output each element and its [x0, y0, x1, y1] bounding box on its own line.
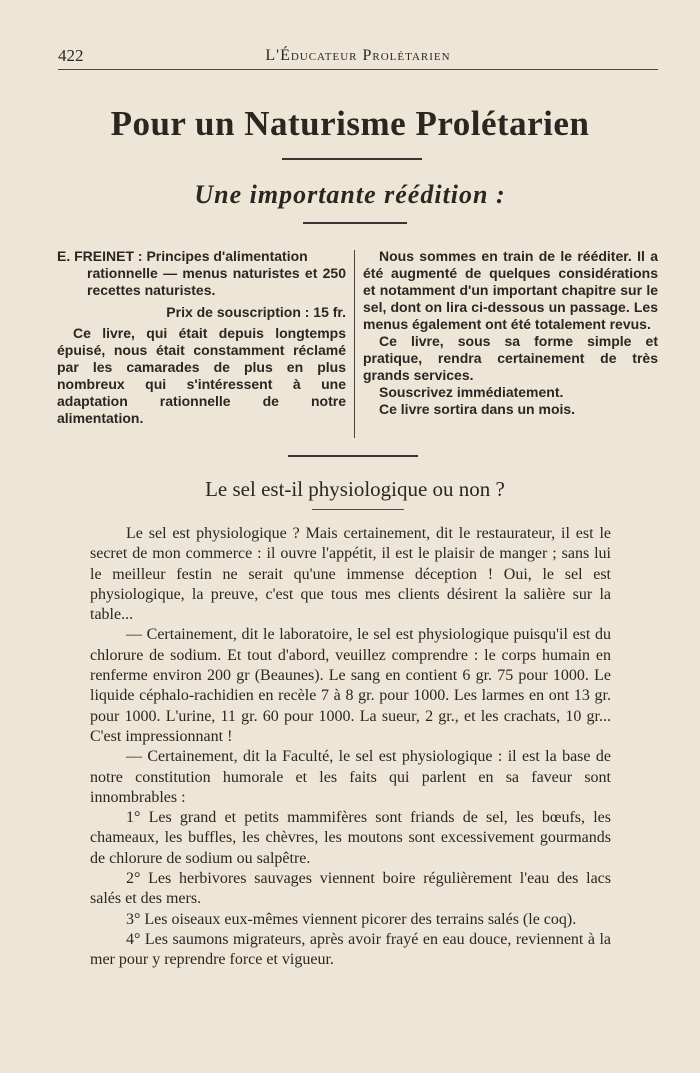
reedition-paragraph: Nous sommes en train de le rééditer. Il a été augmenté de quelques considérations et notamment d'un important chapitre sur le sel, dont on lira ci-dessous un passage. Les menus également ont été totalement revus. [363, 248, 658, 332]
body-paragraph: Le sel est physiologique ? Mais certainement, dit le restaurateur, il est le secret de mon commerce : il ouvre l'appétit, il est le plaisir de manger ; sans lui le meilleur festin ne serait qu'une immense déception ! Oui, le sel est physiologique, la preuve, c'est que tous mes clients désirent la salière sur la table... [90, 525, 611, 624]
page-number: 422 [58, 46, 84, 65]
book-description: Ce livre, qui était depuis longtemps épuisé, nous était constamment réclamé par les camarades de plus en plus nombreux qui s'intéressent à une adaptation rationnelle de notre alimentation. [57, 325, 346, 426]
title-rule [282, 158, 422, 160]
article-title: Pour un Naturisme Prolétarien [110, 104, 590, 143]
reedition-paragraph: Ce livre sortira dans un mois. [379, 401, 576, 417]
reedition-paragraph: Souscrivez immédiatement. [379, 384, 564, 400]
body-paragraph: 4° Les saumons migrateurs, après avoir frayé en eau douce, reviennent à la mer pour y reprendre force et vigueur. [90, 930, 611, 969]
book-title-rest: rationnelle — menus naturistes et 250 recettes naturistes. [87, 265, 346, 298]
body-paragraph: 2° Les herbivores sauvages viennent boire régulièrement l'eau des lacs salés et des mers. [90, 870, 611, 908]
book-author: E. FREINET : [57, 248, 143, 264]
body-paragraph: — Certainement, dit le laboratoire, le sel est physiologique puisqu'il est du chlorure de sodium. Et tout d'abord, veuillez comprendre : le corps humain en renferme environ 200 gr (Beaunes). Le sang en contient 6 gr. 75 pour 1000. Le liquide céphalo-rachidien en recèle 7 à 8 gr. pour 1000. Les larmes en ont 13 gr. pour 1000. L'urine, 11 gr. 60 pour 1000. La sueur, 2 gr., et les crachats, 10 gr... C'est impressionnant ! [90, 626, 611, 745]
body-paragraph: 1° Les grand et petits mammifères sont friands de sel, les bœufs, les chameaux, les buffles, les chèvres, les moutons sont excessivement gourmands de chlorure de sodium ou salpêtre. [90, 809, 611, 867]
article-subtitle: Une importante réédition : [194, 180, 506, 209]
body-paragraph: — Certainement, dit la Faculté, le sel est physiologique : il est la base de notre constitution humorale et les faits qui parlent en sa faveur sont innombrables : [90, 748, 611, 806]
journal-title: L'Éducateur Prolétarien [265, 47, 451, 64]
subtitle-rule [303, 222, 407, 224]
subscription-price: Prix de souscription : 15 fr. [166, 304, 346, 320]
book-notice-right-column [363, 248, 658, 418]
column-divider [354, 250, 355, 438]
book-entry [57, 248, 346, 299]
book-notice-left-column [57, 248, 346, 427]
header-rule [58, 69, 658, 70]
book-title-line1: Principes d'alimentation [146, 248, 308, 264]
body-paragraph: 3° Les oiseaux eux-mêmes viennent picorer des terrains salés (le coq). [126, 910, 577, 928]
article-body [90, 524, 611, 971]
section-separator-rule [288, 455, 418, 457]
section-heading: Le sel est-il physiologique ou non ? [205, 477, 505, 501]
section-heading-rule [312, 509, 404, 510]
reedition-paragraph: Ce livre, sous sa forme simple et pratique, rendra certainement de très grands services. [363, 333, 658, 383]
running-head [58, 44, 658, 70]
